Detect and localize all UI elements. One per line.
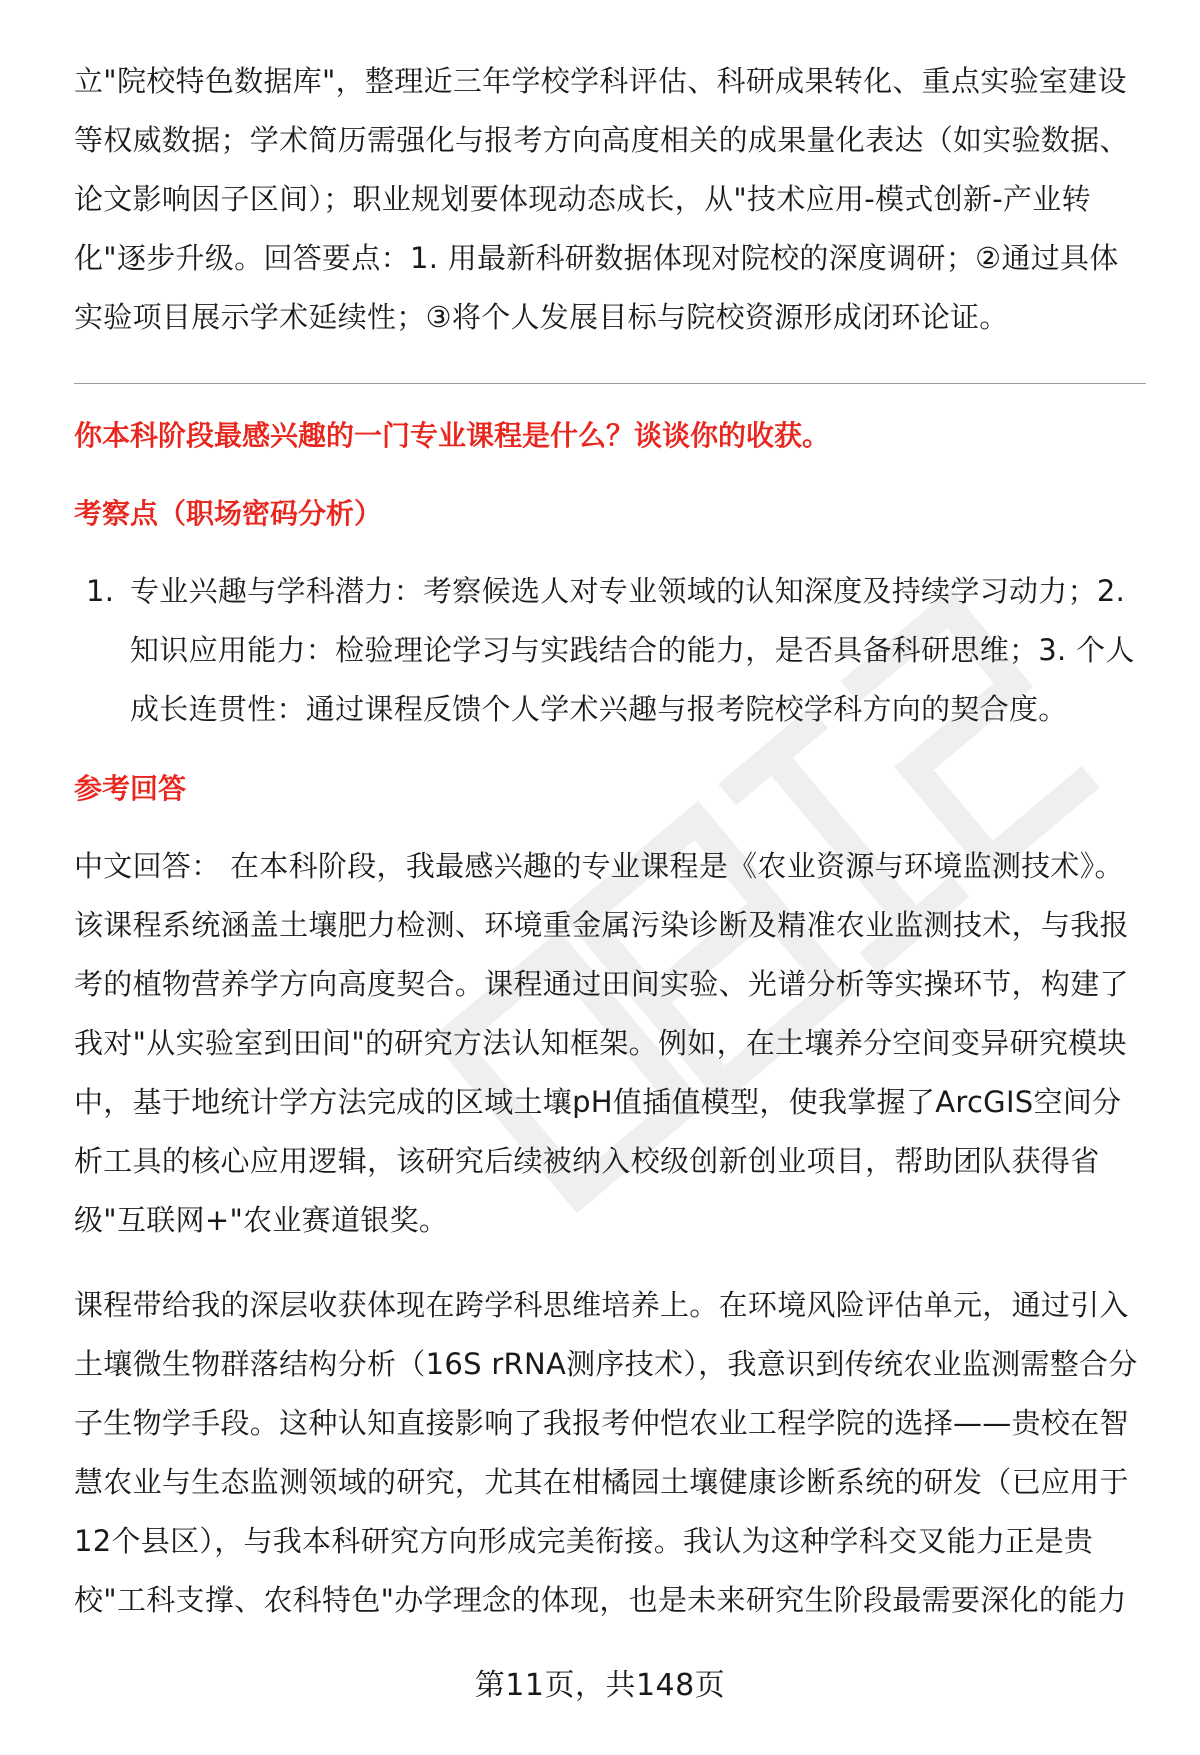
answer-heading: 参考回答 bbox=[74, 772, 187, 805]
document-page bbox=[74, 52, 1146, 1630]
section-divider bbox=[74, 383, 1146, 384]
exam-points-heading: 考察点（职场密码分析） bbox=[74, 497, 383, 530]
answer-paragraph: 中文回答： 在本科阶段，我最感兴趣的专业课程是《农业资源与环境监测技术》。该课程系统涵盖土壤肥力检测、环境重金属污染诊断及精准农业监测技术，与我报考的植物营养学方向高度契合。课程通过田间实验、光谱分析等实操环节，构建了我对"从实验室到田间"的研究方法认知框架。例如，在土壤养分空间变异研究模块中，基于地统计学方法完成的区域土壤pH值插值模型，使我掌握了ArcGIS空间分析工具的核心应用逻辑，该研究后续被纳入校级创新创业项目，帮助团队获得省级"互联网+"农业赛道银奖。 bbox=[74, 849, 1129, 1237]
list-item-text: 专业兴趣与学科潜力：考察候选人对专业领域的认知深度及持续学习动力；2. 知识应用能力：检验理论学习与实践结合的能力，是否具备科研思维；3. 个人成长连贯性：通过课程反馈个人学术兴趣与报考院校学科方向的契合度。 bbox=[130, 574, 1135, 726]
page-footer: 第11页，共148页 bbox=[474, 1668, 726, 1703]
list-item-number: 1. bbox=[86, 574, 115, 608]
list-item bbox=[74, 562, 1146, 739]
answer-paragraph: 课程带给我的深层收获体现在跨学科思维培养上。在环境风险评估单元，通过引入土壤微生物群落结构分析（16S rRNA测序技术），我意识到传统农业监测需整合分子生物学手段。这种认知直接影响了我报考仲恺农业工程学院的选择——贵校在智慧农业与生态监测领域的研究，尤其在柑橘园土壤健康诊断系统的研发（已应用于12个县区），与我本科研究方向形成完美衔接。我认为这种学科交叉能力正是贵校"工科支撑、农科特色"办学理念的体现，也是未来研究生阶段最需要深化的能力 bbox=[74, 1288, 1138, 1617]
intro-paragraph: 立"院校特色数据库"，整理近三年学校学科评估、科研成果转化、重点实验室建设等权威数据；学术简历需强化与报考方向高度相关的成果量化表达（如实验数据、论文影响因子区间）；职业规划要体现动态成长，从"技术应用-模式创新-产业转化"逐步升级。回答要点：1. 用最新科研数据体现对院校的深度调研；②通过具体实验项目展示学术延续性；③将个人发展目标与院校资源形成闭环论证。 bbox=[74, 64, 1129, 334]
question-title: 你本科阶段最感兴趣的一门专业课程是什么？谈谈你的收获。 bbox=[74, 419, 831, 452]
exam-points-list bbox=[74, 562, 1146, 739]
